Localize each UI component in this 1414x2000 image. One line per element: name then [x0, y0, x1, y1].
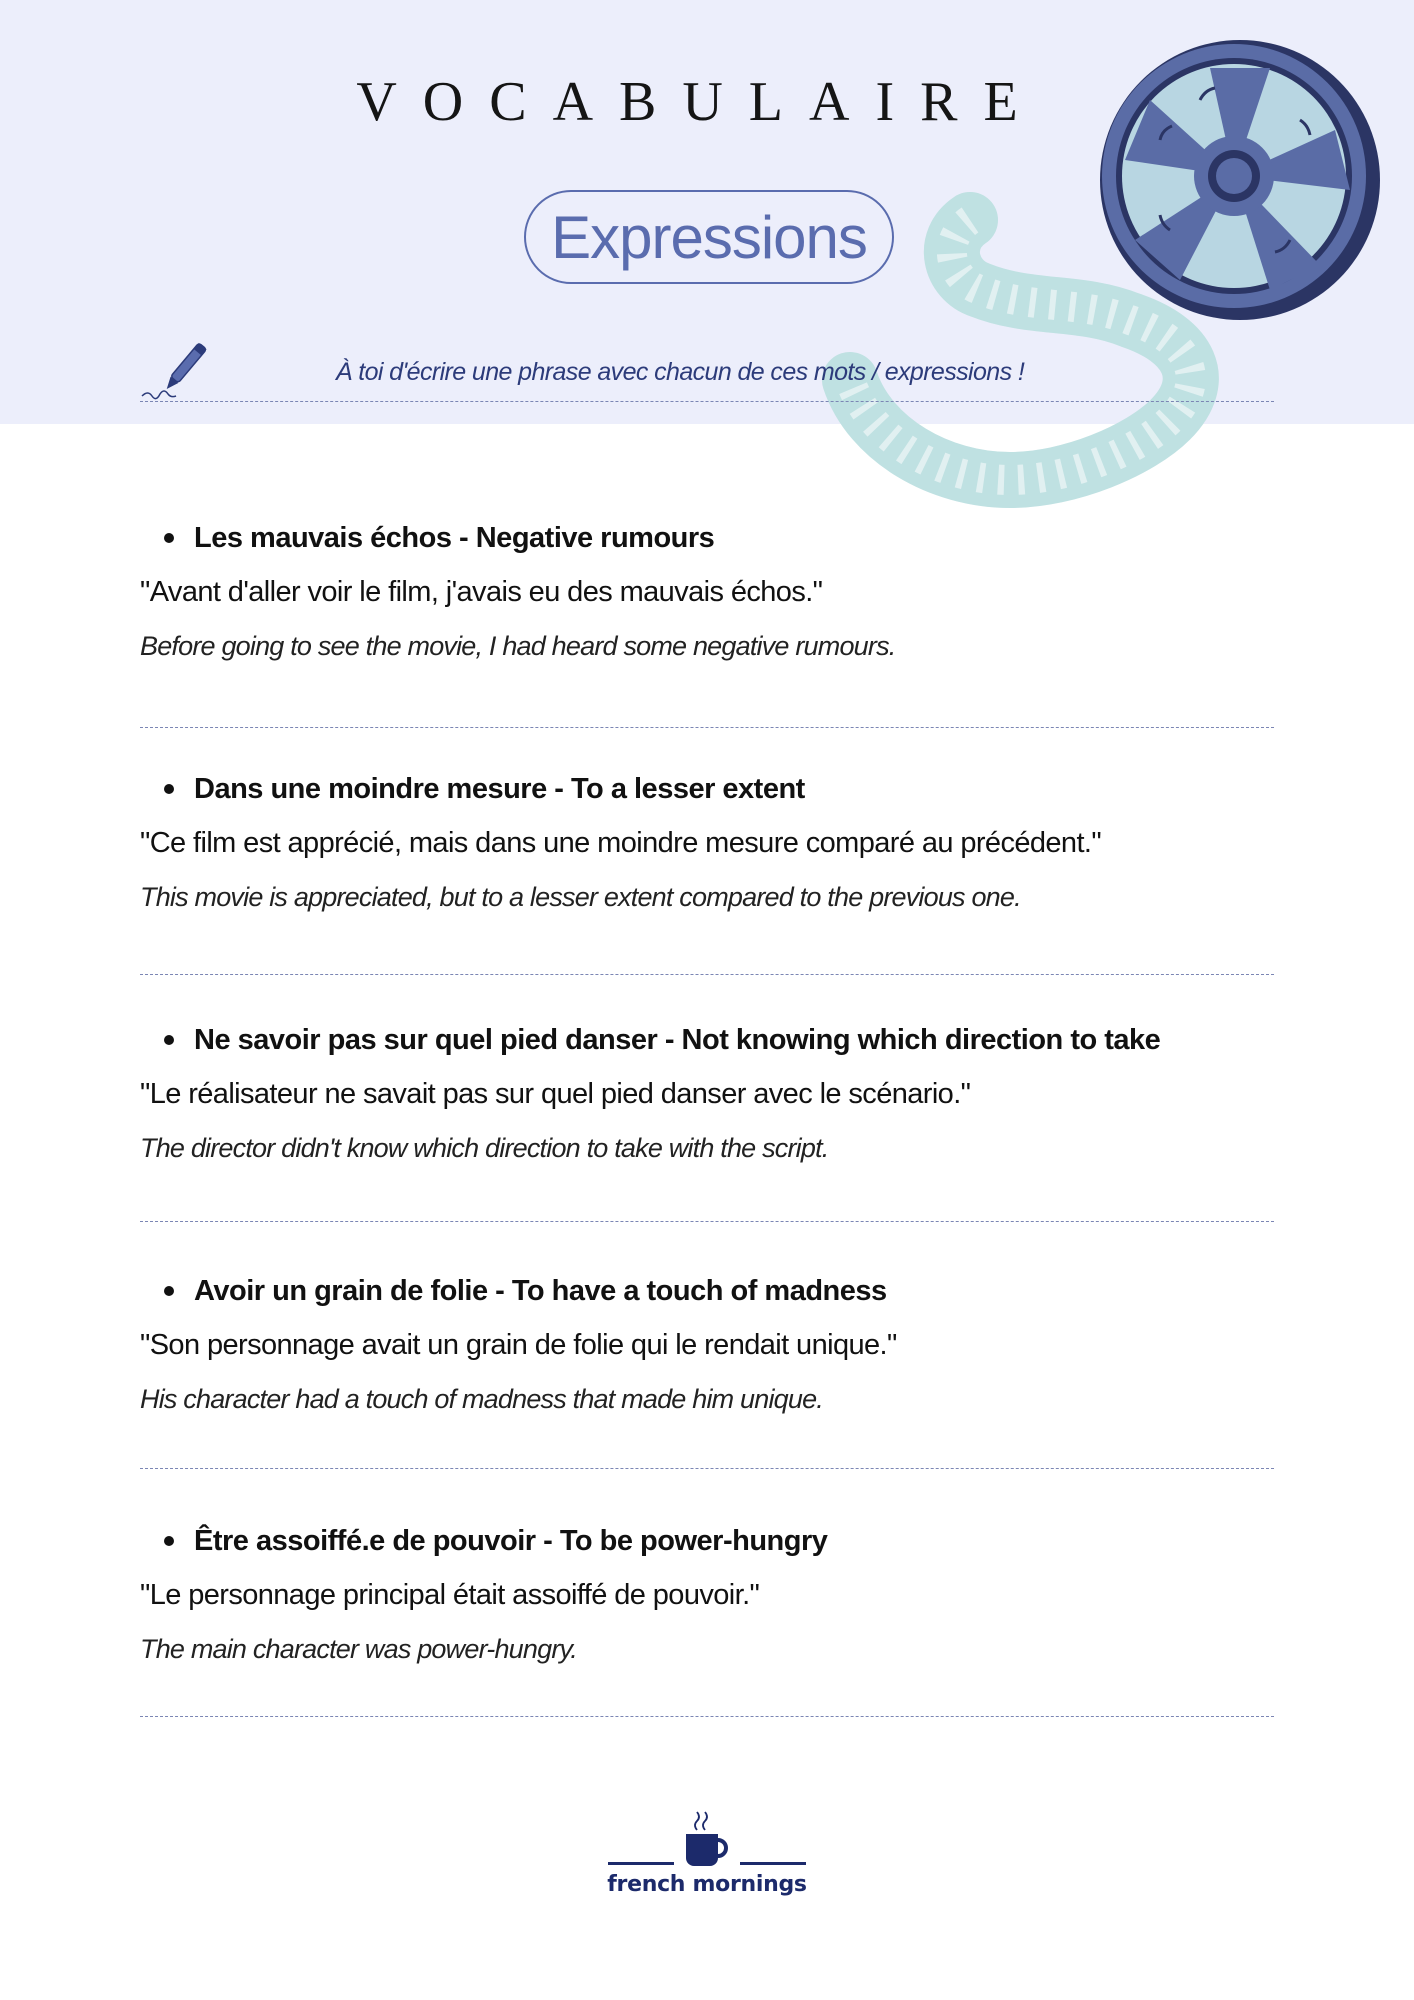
entry-headline-text: Les mauvais échos - Negative rumours [194, 521, 715, 554]
list-item [140, 1020, 1280, 1167]
entry-example: "Le réalisateur ne savait pas sur quel pied danser avec le scénario." [140, 1078, 971, 1110]
writing-line [140, 1221, 1274, 1222]
list-item [140, 1521, 1280, 1668]
pen-icon [138, 336, 218, 406]
bullet-icon [164, 1035, 174, 1045]
bullet-icon [164, 1286, 174, 1296]
entry-headline [140, 518, 1280, 558]
subtitle-pill [524, 190, 894, 284]
entry-example: "Avant d'aller voir le film, j'avais eu des mauvais échos." [140, 576, 823, 608]
entry-translation: This movie is appreciated, but to a lesser extent compared to the previous one. [140, 882, 1021, 912]
entry-translation: The director didn't know which direction to take with the script. [140, 1133, 829, 1163]
bullet-icon [164, 784, 174, 794]
entry-headline-text: Ne savoir pas sur quel pied danser - Not knowing which direction to take [194, 1023, 1161, 1056]
bullet-icon [164, 533, 174, 543]
list-item [140, 1271, 1280, 1418]
bullet-icon [164, 1536, 174, 1546]
coffee-mug-icon [602, 1810, 812, 1920]
entry-example: "Le personnage principal était assoiffé de pouvoir." [140, 1579, 760, 1611]
writing-line [140, 1468, 1274, 1469]
entry-headline-text: Avoir un grain de folie - To have a touch of madness [194, 1274, 887, 1307]
writing-line [140, 727, 1274, 728]
subtitle-text: Expressions [551, 203, 867, 271]
entry-example: "Ce film est apprécié, mais dans une moindre mesure comparé au précédent." [140, 827, 1102, 859]
entry-headline-text: Dans une moindre mesure - To a lesser extent [194, 772, 805, 805]
entry-translation: Before going to see the movie, I had heard some negative rumours. [140, 631, 896, 661]
list-item [140, 769, 1280, 916]
entry-translation: The main character was power-hungry. [140, 1634, 577, 1664]
entry-headline [140, 1271, 1280, 1311]
list-item [140, 518, 1280, 665]
instruction-text: À toi d'écrire une phrase avec chacun de ces mots / expressions ! [335, 358, 1025, 386]
entry-translation: His character had a touch of madness that made him unique. [140, 1384, 824, 1414]
writing-line [140, 974, 1274, 975]
entry-headline-text: Être assoiffé.e de pouvoir - To be power-hungry [194, 1524, 828, 1557]
entry-headline [140, 1020, 1280, 1060]
writing-line [140, 1716, 1274, 1717]
brand-name: french mornings [607, 1872, 807, 1897]
entry-headline [140, 1521, 1280, 1561]
page-title: VOCABULAIRE [356, 71, 1044, 133]
entry-headline [140, 769, 1280, 809]
entry-example: "Son personnage avait un grain de folie qui le rendait unique." [140, 1329, 897, 1361]
header-divider [140, 401, 1274, 402]
